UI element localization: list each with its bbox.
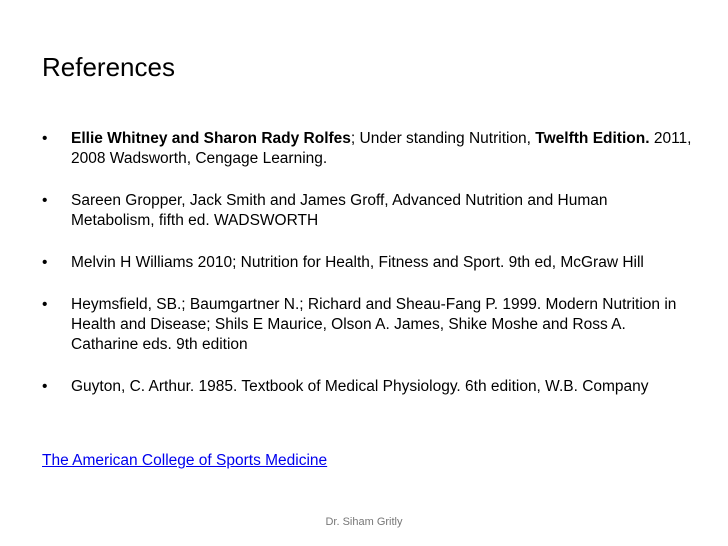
reference-item-1 <box>42 129 692 169</box>
reference-edition: Twelfth Edition. <box>535 130 650 147</box>
bullet-marker: • <box>42 192 48 209</box>
reference-item-4 <box>42 295 692 355</box>
references-list <box>42 129 692 397</box>
bullet-marker: • <box>42 130 48 147</box>
reference-text: Guyton, C. Arthur. 1985. Textbook of Medical Physiology. 6th edition, W.B. Company <box>71 378 649 395</box>
reference-item-5 <box>42 377 692 397</box>
reference-authors: Ellie Whitney and Sharon Rady Rolfes <box>71 130 351 147</box>
reference-publisher: 2011, 2008 Wadsworth, Cengage Learning. <box>71 130 692 167</box>
reference-text: Melvin H Williams 2010; Nutrition for Health, Fitness and Sport. 9th ed, McGraw Hill <box>71 254 644 271</box>
slide-title: References <box>42 52 175 82</box>
reference-item-3 <box>42 253 692 273</box>
acsm-link[interactable]: The American College of Sports Medicine <box>42 452 328 469</box>
reference-title-text: ; Under standing Nutrition, <box>350 130 536 147</box>
slide-footer: Dr. Siham Gritly <box>325 516 403 528</box>
bullet-marker: • <box>42 296 48 313</box>
reference-text: Heymsfield, SB.; Baumgartner N.; Richard and Sheau-Fang P. 1999. Modern Nutrition in Health and Disease; Shils E Maurice, Olson A. James, Shike Moshe and Ross A. Catharine eds. 9th edition <box>71 296 677 353</box>
reference-item-2 <box>42 191 692 231</box>
bullet-marker: • <box>42 254 48 271</box>
reference-text: Sareen Gropper, Jack Smith and James Groff, Advanced Nutrition and Human Metabolism, fifth ed. WADSWORTH <box>71 192 608 229</box>
bullet-marker: • <box>42 378 48 395</box>
